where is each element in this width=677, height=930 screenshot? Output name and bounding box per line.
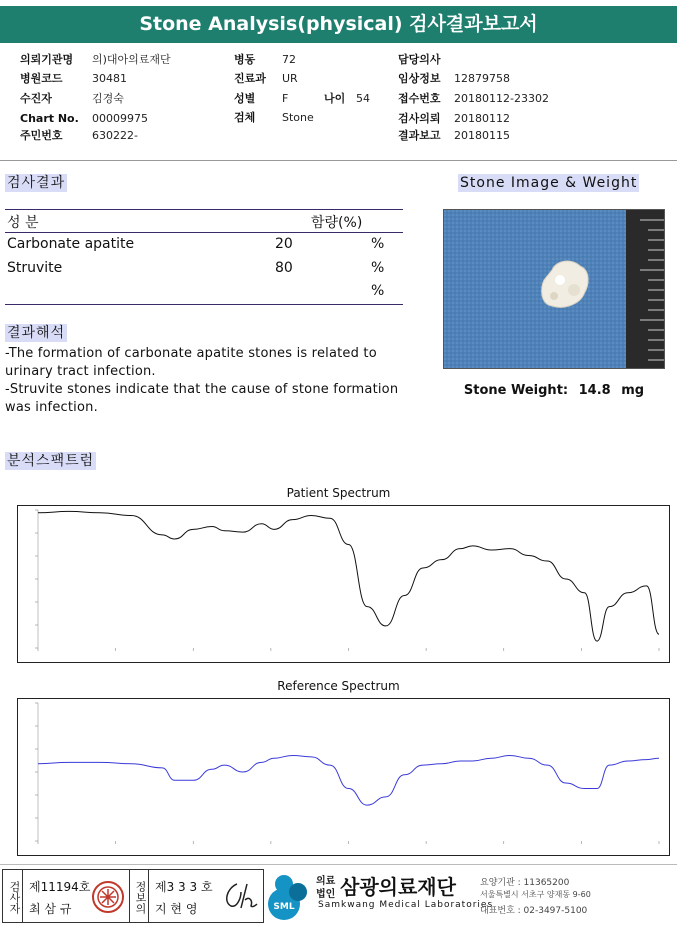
report-title: Stone Analysis(physical) 검사결과보고서 (0, 6, 677, 43)
interpretation-line: -The formation of carbonate apatite stones is related to urinary tract infection. (5, 346, 377, 379)
info-key: 결과보고 (398, 129, 441, 142)
info-value: 72 (282, 53, 296, 66)
component-name: Carbonate apatite (7, 236, 135, 252)
table-rule (5, 209, 403, 210)
stone-weight-value: 14.8 (578, 383, 611, 398)
column-header-component: 성 분 (7, 215, 39, 231)
reference-spectrum-title: Reference Spectrum (277, 679, 400, 693)
info-value: 54 (356, 92, 370, 105)
interpretation-text (5, 345, 425, 417)
patient-spectrum-chart (17, 505, 670, 663)
signature-icon (219, 878, 259, 914)
examiner-label: 검사자 (3, 870, 23, 922)
signature-box (2, 869, 264, 923)
info-value: 20180112 (454, 112, 510, 125)
examiner-license: 제11194호 (29, 880, 91, 894)
confirmer-label: 정보의 (129, 870, 149, 922)
divider (0, 160, 677, 161)
stone-photo-graphic (444, 210, 665, 369)
stone-weight (443, 383, 665, 398)
info-key: 검체 (234, 111, 256, 124)
info-value: 00009975 (92, 112, 148, 125)
info-key: 접수번호 (398, 92, 441, 105)
org-phone: 대표번호 : 02-3497-5100 (480, 906, 588, 916)
org-address: 서울특별시 서초구 양재동 9-60 (480, 890, 591, 899)
org-code: 요양기관 : 11365200 (480, 878, 570, 888)
results-section-title: 검사결과 (7, 175, 66, 191)
component-value: 80 (275, 260, 293, 276)
info-key: 병동 (234, 53, 256, 66)
info-key: 임상정보 (398, 72, 441, 85)
patient-info (0, 0, 677, 160)
confirmer-name: 지 현 영 (155, 902, 198, 916)
divider (0, 864, 677, 865)
info-key: 성별 (234, 92, 256, 105)
info-key: 담당의사 (398, 53, 441, 66)
sml-logo-text: SML (273, 902, 295, 912)
table-rule (5, 304, 403, 305)
stone-section-title: Stone Image & Weight (460, 175, 638, 191)
info-key: Chart No. (20, 112, 79, 125)
stone-weight-label: Stone Weight: (463, 383, 569, 398)
info-value: 12879758 (454, 72, 510, 85)
info-key: 주민번호 (20, 129, 63, 142)
patient-spectrum-svg (18, 506, 669, 662)
spectrum-section-title: 분석스팩트럼 (7, 453, 95, 469)
component-unit: % (371, 236, 385, 252)
patient-spectrum-title: Patient Spectrum (286, 486, 391, 500)
org-prefix-1: 의료 (316, 876, 336, 887)
info-value: F (282, 92, 289, 105)
sml-logo-icon (264, 870, 312, 922)
component-unit: % (371, 283, 385, 299)
reference-spectrum-chart (17, 698, 670, 856)
reference-spectrum-svg (18, 699, 669, 855)
info-value: 20180115 (454, 129, 510, 142)
info-value: 630222- (92, 129, 138, 142)
stone-photo (443, 209, 665, 369)
info-value: 김경숙 (92, 92, 124, 105)
info-value: UR (282, 72, 298, 85)
info-key: 진료과 (234, 72, 266, 85)
component-unit: % (371, 260, 385, 276)
org-prefix-2: 법인 (316, 889, 336, 900)
info-key: 의뢰기관명 (20, 53, 74, 66)
spectrum-line (38, 755, 659, 805)
info-key: 수진자 (20, 92, 52, 105)
confirmer-license: 제3 3 3 호 (155, 880, 213, 894)
info-key: 병원코드 (20, 72, 63, 85)
spectrum-line (38, 511, 659, 641)
component-value: 20 (275, 236, 293, 252)
stone-weight-unit: mg (621, 383, 645, 398)
examiner-name: 최 삼 규 (29, 902, 72, 916)
info-value: 의)대아의료재단 (92, 53, 171, 66)
info-key: 검사의뢰 (398, 112, 441, 125)
table-rule (5, 232, 403, 233)
info-value: 30481 (92, 72, 127, 85)
interpretation-section-title: 결과해석 (7, 325, 66, 341)
org-name: 삼광의료재단 (340, 875, 456, 899)
column-header-amount: 함량(%) (311, 215, 363, 231)
info-key: 나이 (324, 92, 346, 105)
org-english-name: Samkwang Medical Laboratories (318, 900, 494, 910)
info-value: 20180112-23302 (454, 92, 549, 105)
interpretation-line: -Struvite stones indicate that the cause of stone formation was infection. (5, 382, 399, 415)
info-value: Stone (282, 111, 314, 124)
component-name: Struvite (7, 260, 63, 276)
examiner-seal-icon (91, 880, 125, 914)
